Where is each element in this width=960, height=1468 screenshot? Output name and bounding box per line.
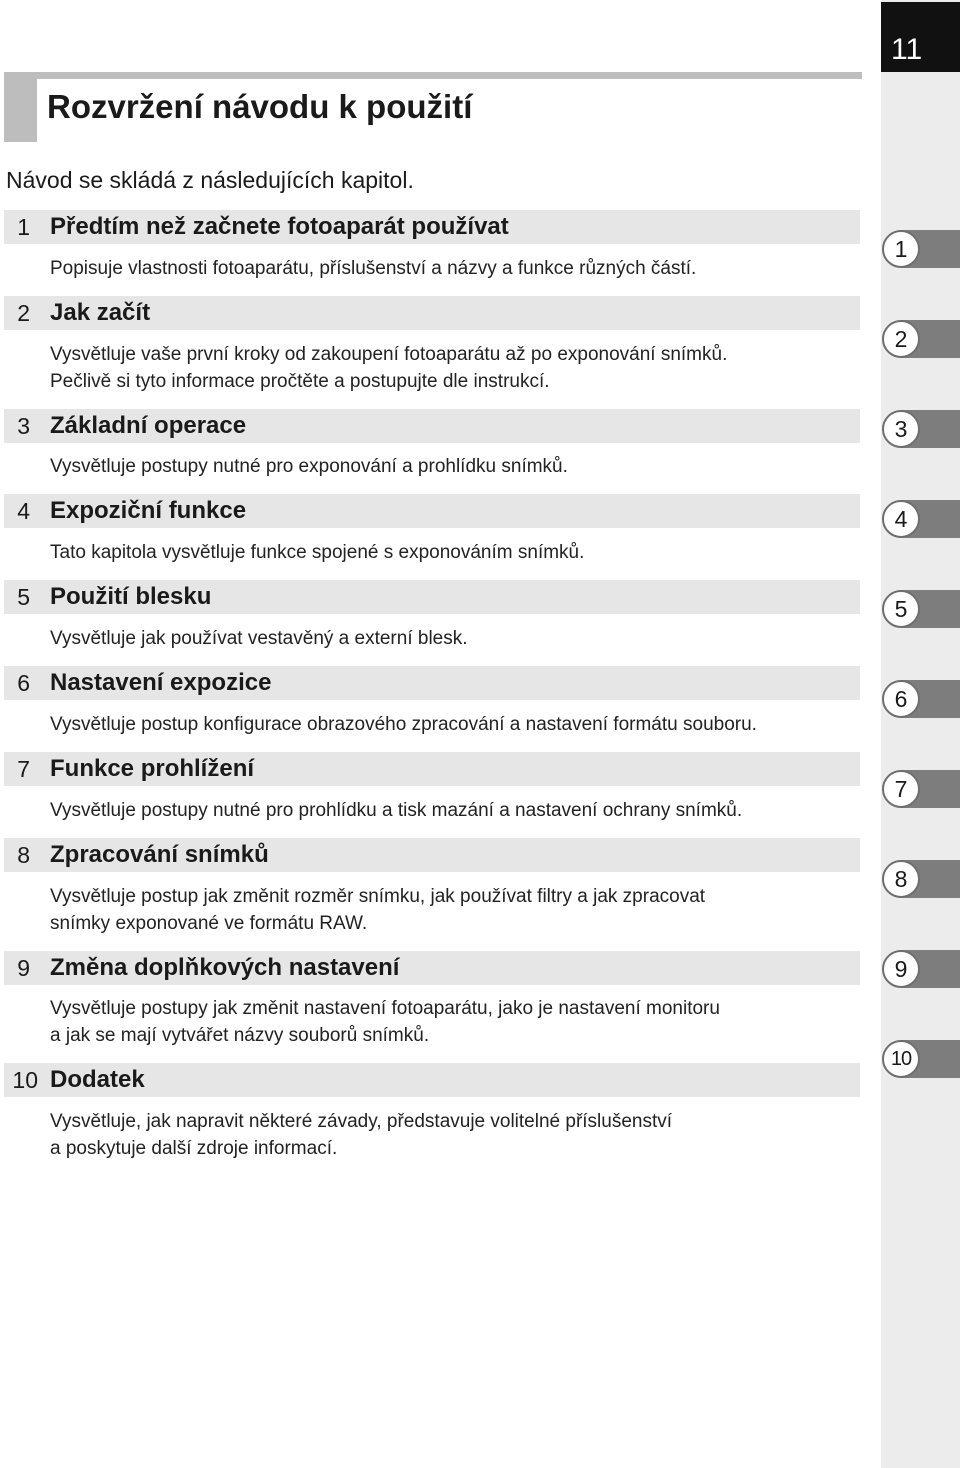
chapter-title: Změna doplňkových nastavení [50, 954, 400, 981]
chapter-title: Předtím než začnete fotoaparát používat [50, 213, 509, 240]
chapter-title: Zpracování snímků [50, 841, 269, 868]
chapter-description: Tato kapitola vysvětluje funkce spojené s exponováním snímků. [50, 542, 585, 563]
chapter-title: Expoziční funkce [50, 497, 247, 524]
side-index-strip [881, 0, 960, 1468]
chapter-description: Vysvětluje vaše první kroky od zakoupení fotoaparátu až po exponování snímků. Pečlivě si tyto informace pročtěte a postupujte dle instrukcí. [50, 344, 728, 392]
chapter-description: Vysvětluje postupy nutné pro prohlídku a tisk mazání a nastavení ochrany snímků. [50, 800, 743, 821]
chapter-tab-4[interactable]: 4 [882, 500, 920, 538]
chapter-number: 4 [17, 498, 30, 524]
chapter-tab-8[interactable]: 8 [882, 860, 920, 898]
chapter-title: Funkce prohlížení [50, 755, 255, 782]
chapter-tab-9[interactable]: 9 [882, 950, 920, 988]
chapter-number: 7 [17, 756, 30, 782]
chapter-description: Vysvětluje postupy nutné pro exponování a prohlídku snímků. [50, 456, 568, 477]
title-accent-block [4, 72, 37, 142]
chapter-number: 3 [17, 413, 30, 439]
chapter-title: Použití blesku [50, 583, 212, 610]
chapter-description: Vysvětluje postup jak změnit rozměr snímku, jak používat filtry a jak zpracovat snímky exponované ve formátu RAW. [50, 886, 706, 934]
chapter-tab-3[interactable]: 3 [882, 410, 920, 448]
title-rule [37, 72, 862, 79]
chapter-number: 6 [17, 670, 30, 696]
chapter-description: Vysvětluje jak používat vestavěný a externí blesk. [50, 628, 468, 649]
chapter-description: Vysvětluje postup konfigurace obrazového zpracování a nastavení formátu souboru. [50, 714, 757, 735]
chapter-title: Jak začít [50, 299, 151, 326]
chapter-title: Nastavení expozice [50, 669, 272, 696]
chapter-description: Vysvětluje, jak napravit některé závady, představuje volitelné příslušenství a poskytuje další zdroje informací. [50, 1111, 673, 1159]
page-title: Rozvržení návodu k použití [47, 88, 473, 125]
chapter-number: 1 [17, 214, 30, 240]
chapter-title: Základní operace [50, 412, 247, 439]
chapter-number: 2 [17, 300, 30, 326]
chapter-tab-5[interactable]: 5 [882, 590, 920, 628]
chapter-tab-2[interactable]: 2 [882, 320, 920, 358]
chapter-number: 10 [12, 1067, 38, 1093]
chapter-description: Popisuje vlastnosti fotoaparátu, příslušenství a názvy a funkce různých částí. [50, 258, 697, 279]
chapter-number: 9 [17, 955, 30, 981]
chapter-tab-1[interactable]: 1 [882, 230, 920, 268]
chapter-tab-10[interactable]: 10 [882, 1040, 920, 1078]
chapter-tab-6[interactable]: 6 [882, 680, 920, 718]
chapter-title: Dodatek [50, 1066, 145, 1093]
chapter-number: 8 [17, 842, 30, 868]
chapter-tab-7[interactable]: 7 [882, 770, 920, 808]
intro-text: Návod se skládá z následujících kapitol. [6, 167, 414, 193]
page-number: 11 [891, 33, 923, 66]
chapter-number: 5 [17, 584, 30, 610]
chapter-description: Vysvětluje postupy jak změnit nastavení fotoaparátu, jako je nastavení monitoru a jak se mají vytvářet názvy souborů snímků. [50, 998, 720, 1046]
